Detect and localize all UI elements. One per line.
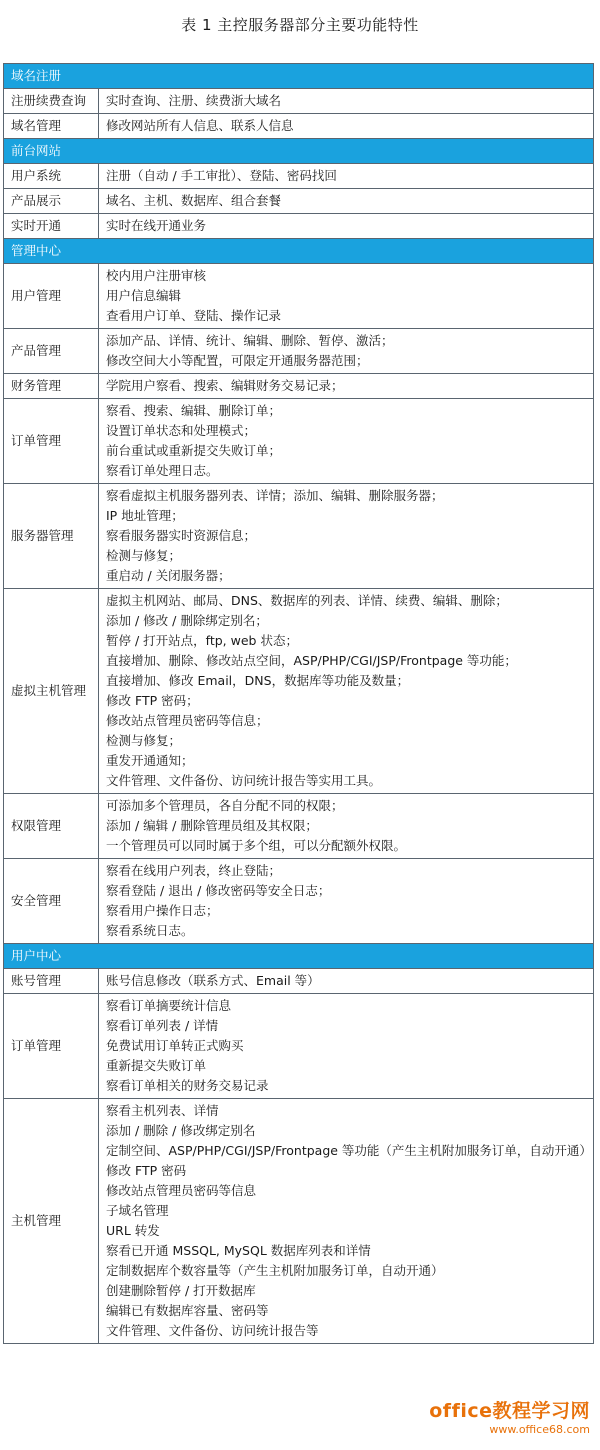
row-label: 用户管理 [4,264,99,329]
row-description [99,329,594,374]
description-line: 察看在线用户列表，终止登陆； [106,863,282,878]
table-row [4,114,594,139]
description-line: 重新提交失败订单 [106,1058,207,1073]
row-label: 订单管理 [4,994,99,1099]
row-label: 实时开通 [4,214,99,239]
description-line: 设置订单状态和处理模式； [106,423,257,438]
row-description [99,214,594,239]
description-line: 察看订单列表 / 详情 [106,1018,219,1033]
table-row [4,214,594,239]
row-label: 注册续费查询 [4,89,99,114]
table-row [4,1099,594,1344]
row-label: 域名管理 [4,114,99,139]
description-line: 虚拟主机网站、邮局、DNS、数据库的列表、详情、续费、编辑、删除； [106,593,508,608]
row-label: 用户系统 [4,164,99,189]
description-line: 查看用户订单、登陆、操作记录 [106,308,282,323]
section-header [4,239,594,264]
description-line: 添加 / 删除 / 修改绑定别名 [106,1123,256,1138]
row-label: 账号管理 [4,969,99,994]
description-line: 添加产品、详情、统计、编辑、删除、暂停、激活； [106,333,394,348]
section-title: 域名注册 [4,64,594,89]
row-description [99,114,594,139]
row-description [99,164,594,189]
table-caption: 表 1 主控服务器部分主要功能特性 [181,16,419,34]
description-line: 直接增加、修改 Email，DNS，数据库等功能及数量； [106,673,410,688]
row-description [99,89,594,114]
description-line: 实时查询、注册、续费浙大域名 [106,93,282,108]
description-line: 察看订单处理日志。 [106,463,219,478]
description-line: 修改站点管理员密码等信息 [106,1183,257,1198]
row-description [99,264,594,329]
watermark-title: office教程学习网 [429,1400,590,1422]
description-line: 可添加多个管理员，各自分配不同的权限； [106,798,344,813]
description-line: 检测与修复； [106,548,182,563]
description-line: 察看登陆 / 退出 / 修改密码等安全日志； [106,883,331,898]
description-line: 暂停 / 打开站点，ftp, web 状态； [106,633,298,648]
table-row [4,589,594,794]
description-line: 定制数据库个数容量等（产生主机附加服务订单，自动开通） [106,1263,444,1278]
table-row [4,794,594,859]
table-row [4,859,594,944]
description-line: 察看、搜索、编辑、删除订单； [106,403,282,418]
row-description [99,189,594,214]
row-description [99,484,594,589]
description-line: 重启动 / 关闭服务器； [106,568,231,583]
watermark [429,1402,590,1435]
section-header [4,64,594,89]
description-line: 察看主机列表、详情 [106,1103,219,1118]
description-line: 学院用户察看、搜索、编辑财务交易记录； [106,378,344,393]
row-label: 订单管理 [4,399,99,484]
description-line: 直接增加、删除、修改站点空间，ASP/PHP/CGI/JSP/Frontpage 等功能； [106,653,517,668]
description-line: 一个管理员可以同时属于多个组，可以分配额外权限。 [106,838,407,853]
row-label: 虚拟主机管理 [4,589,99,794]
table-row [4,189,594,214]
row-description [99,794,594,859]
table-row [4,164,594,189]
description-line: 域名、主机、数据库、组合套餐 [106,193,282,208]
row-description [99,994,594,1099]
row-label: 产品管理 [4,329,99,374]
section-title: 用户中心 [4,944,594,969]
description-line: 免费试用订单转正式购买 [106,1038,244,1053]
row-label: 服务器管理 [4,484,99,589]
description-line: 察看用户操作日志； [106,903,219,918]
description-line: 注册（自动 / 手工审批）、登陆、密码找回 [106,168,337,183]
row-description [99,399,594,484]
table-row [4,969,594,994]
table-row [4,329,594,374]
row-label: 产品展示 [4,189,99,214]
description-line: 定制空间、ASP/PHP/CGI/JSP/Frontpage 等功能（产生主机附加服务订单，自动开通） [106,1143,592,1158]
description-line: 察看订单摘要统计信息 [106,998,232,1013]
description-line: 修改 FTP 密码 [106,1163,187,1178]
row-label: 安全管理 [4,859,99,944]
table-row [4,264,594,329]
description-line: 添加 / 编辑 / 删除管理员组及其权限； [106,818,318,833]
description-line: 修改网站所有人信息、联系人信息 [106,118,294,133]
description-line: 实时在线开通业务 [106,218,207,233]
description-line: 察看已开通 MSSQL, MySQL 数据库列表和详情 [106,1243,371,1258]
watermark-url: www.office68.com [489,1423,590,1436]
description-line: URL 转发 [106,1223,160,1238]
feature-table-body [4,64,594,1344]
description-line: 检测与修复； [106,733,182,748]
description-line: 前台重试或重新提交失败订单； [106,443,282,458]
description-line: IP 地址管理； [106,508,184,523]
table-row [4,994,594,1099]
section-header [4,139,594,164]
description-line: 账号信息修改（联系方式、Email 等） [106,973,320,988]
section-header [4,944,594,969]
description-line: 用户信息编辑 [106,288,182,303]
row-label: 权限管理 [4,794,99,859]
row-description [99,859,594,944]
description-line: 修改空间大小等配置，可限定开通服务器范围； [106,353,369,368]
row-description [99,589,594,794]
description-line: 文件管理、文件备份、访问统计报告等实用工具。 [106,773,382,788]
description-line: 察看系统日志。 [106,923,194,938]
description-line: 察看虚拟主机服务器列表、详情；添加、编辑、删除服务器； [106,488,444,503]
description-line: 校内用户注册审核 [106,268,207,283]
row-label: 主机管理 [4,1099,99,1344]
description-line: 文件管理、文件备份、访问统计报告等 [106,1323,319,1338]
row-description [99,969,594,994]
table-row [4,399,594,484]
description-line: 修改 FTP 密码； [106,693,199,708]
table-row [4,89,594,114]
row-description [99,374,594,399]
section-title: 前台网站 [4,139,594,164]
section-title: 管理中心 [4,239,594,264]
feature-table [3,63,594,1344]
description-line: 子域名管理 [106,1203,169,1218]
table-row [4,484,594,589]
description-line: 修改站点管理员密码等信息； [106,713,269,728]
table-row [4,374,594,399]
description-line: 添加 / 修改 / 删除绑定别名； [106,613,268,628]
description-line: 察看服务器实时资源信息； [106,528,257,543]
row-description [99,1099,594,1344]
description-line: 创建删除暂停 / 打开数据库 [106,1283,256,1298]
description-line: 编辑已有数据库容量、密码等 [106,1303,269,1318]
description-line: 重发开通通知； [106,753,194,768]
description-line: 察看订单相关的财务交易记录 [106,1078,269,1093]
row-label: 财务管理 [4,374,99,399]
